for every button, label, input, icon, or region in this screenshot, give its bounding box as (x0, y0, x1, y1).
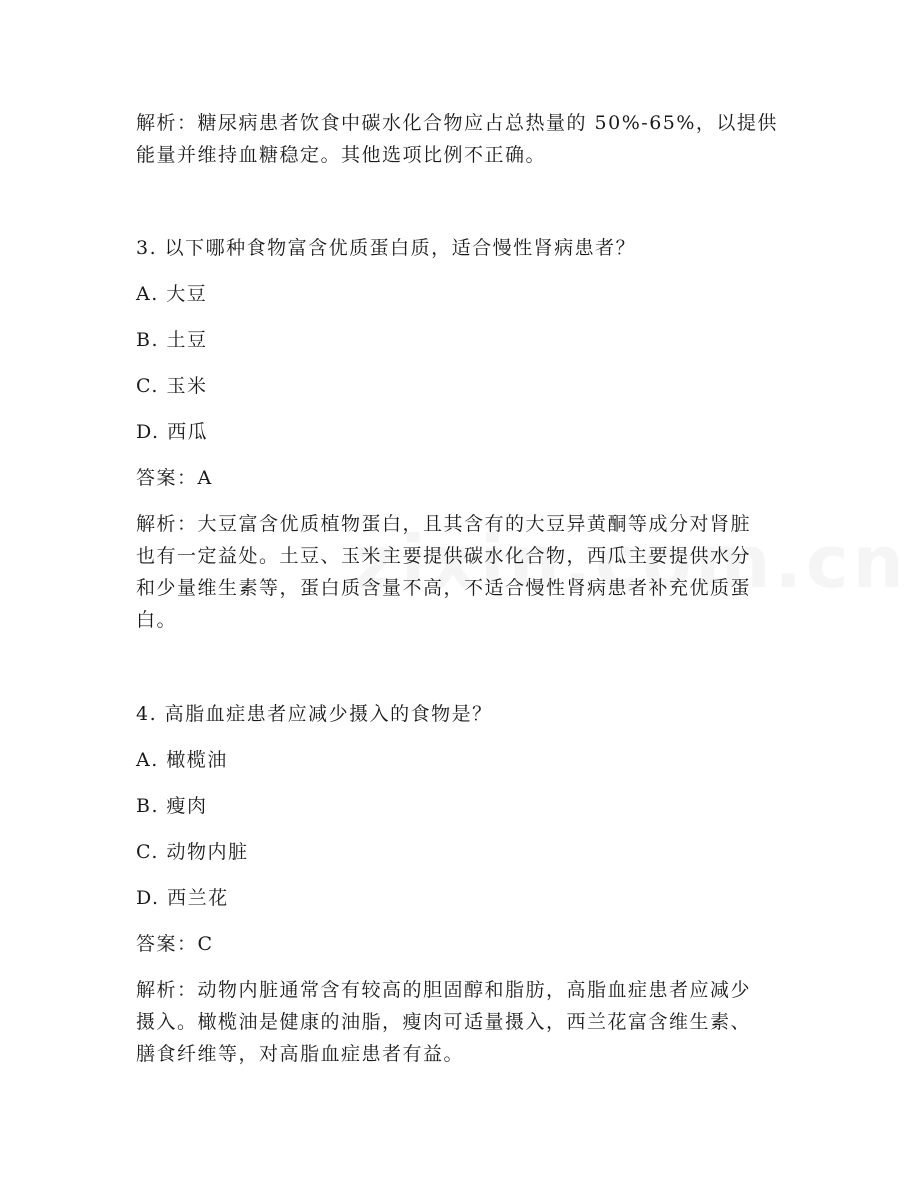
q4-analysis-line-3: 膳食纤维等，对高脂血症患者有益。 (136, 1043, 465, 1065)
q3-answer: 答案：A (136, 467, 213, 489)
q4-option-c: C. 动物内脏 (136, 841, 249, 863)
q3-analysis-line-4: 白。 (136, 609, 178, 631)
q3-option-b: B. 土豆 (136, 329, 208, 351)
q2-analysis-line-2: 能量并维持血糖稳定。其他选项比例不正确。 (136, 144, 547, 166)
q3-option-a: A. 大豆 (136, 283, 208, 305)
q4-analysis-line-1: 解析：动物内脏通常含有较高的胆固醇和脂肪，高脂血症患者应减少 (136, 979, 752, 1001)
q4-answer: 答案：C (136, 933, 214, 955)
q3-option-c: C. 玉米 (136, 375, 208, 397)
q4-question: 4. 高脂血症患者应减少摄入的食物是？ (136, 703, 493, 725)
q3-question: 3. 以下哪种食物富含优质蛋白质，适合慢性肾病患者？ (136, 237, 637, 259)
q4-analysis (136, 974, 786, 1070)
q3-option-d: D. 西瓜 (136, 421, 209, 443)
q4-option-a: A. 橄榄油 (136, 749, 228, 771)
q3-analysis-line-2: 也有一定益处。土豆、玉米主要提供碳水化合物，西瓜主要提供水分 (136, 545, 752, 567)
q3-analysis-line-1: 解析：大豆富含优质植物蛋白，且其含有的大豆异黄酮等成分对肾脏 (136, 513, 752, 535)
q3-analysis-line-3: 和少量维生素等，蛋白质含量不高，不适合慢性肾病患者补充优质蛋 (136, 577, 752, 599)
q4-option-b: B. 瘦肉 (136, 795, 208, 817)
q2-analysis (136, 107, 786, 171)
q3-analysis (136, 508, 786, 636)
q4-option-d: D. 西兰花 (136, 887, 229, 909)
q2-analysis-line-1: 解析：糖尿病患者饮食中碳水化合物应占总热量的 50%-65%，以提供 (136, 112, 778, 134)
q4-analysis-line-2: 摄入。橄榄油是健康的油脂，瘦肉可适量摄入，西兰花富含维生素、 (136, 1011, 752, 1033)
